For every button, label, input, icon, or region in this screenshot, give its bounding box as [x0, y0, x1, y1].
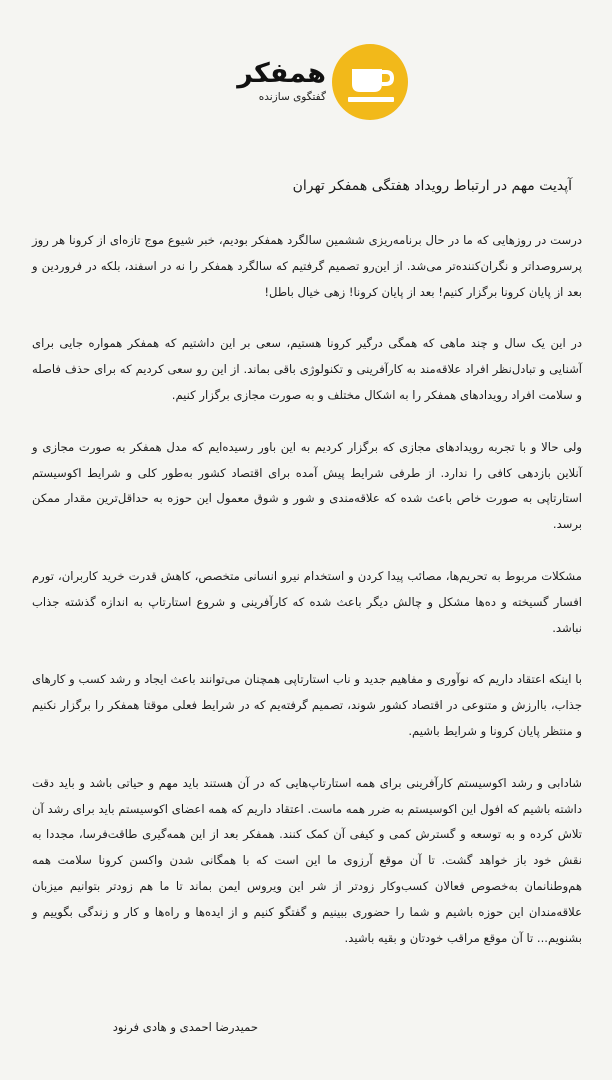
logo-text: [237, 58, 326, 104]
paragraph-3: ولی حالا و با تجربه رویدادهای مجازی که برگزار کردیم به این باور رسیده‌ایم که مدل همفکر به صورت مجازی و آنلاین بازدهی کافی را ندارد. از طرفی شرایط پیش آمده برای اقتصاد کشور به‌طور کلی و شرایط اکوسیستم استارتاپی به صورت خاص باعث شده که علاقه‌مندی و شور و شوق معمول این حوزه به حداقل‌ترین مقدار ممکن برسد.: [32, 439, 582, 532]
paragraph-4: مشکلات مربوط به تحریم‌ها، مصائب پیدا کردن و استخدام نیرو انسانی متخصص، کاهش قدرت خرید کاربران، تورم افسار گسیخته و ده‌ها مشکل و چالش دیگر باعث شده که کارآفرینی و شروع استارتاپ به اندازه گذشته جذاب نباشد.: [32, 568, 582, 635]
paragraph-6: شادابی و رشد اکوسیستم کارآفرینی برای همه استارتاپ‌هایی که در آن هستند باید مهم و حیاتی باشد و باید دقت داشته باشیم که افول این اکوسیستم به ضرر همه ماست. اعتقاد داریم که همه اعضای اکوسیستم باید برای رشد آن تلاش کرده و به توسعه و گسترش کمی و کیفی آن کمک کنند. همفکر بعد از این همه‌گیری طاقت‌فرسا، مجددا به نقش خود باز خواهد گشت. تا آن موقع آرزوی ما این است که با همگانی شدن واکسن کرونا سلامت همه هم‌وطنانمان به‌خصوص فعالان کسب‌وکار زودتر از شر این ویروس ایمن بماند تا ما هم زودتر بتوانیم میزبان علاقه‌مندان این حوزه باشیم و شما را حضوری ببینیم و گفتگو کنیم و از ایده‌ها و راه‌ها و کار و زندگی بگوییم و بشنویم... تا آن موقع مراقب خودتان و بقیه باشید.: [32, 775, 582, 945]
brand-tagline: گفتگوی سازنده: [258, 91, 326, 103]
paragraph-2: در این یک سال و چند ماهی که همگی درگیر کرونا هستیم، سعی بر این داشتیم که همفکر همواره جایی برای آشنایی و تبادل‌نظر افراد علاقه‌مند به کارآفرینی و تکنولوژی باقی بماند. از این رو سعی کردیم که برای حذف فاصله و سلامت افراد رویدادهای همفکر را به اشکال مختلف و به صورت مجازی برگزار کنیم.: [32, 336, 582, 402]
logo-badge: [332, 44, 408, 120]
coffee-cup-icon: [332, 44, 408, 120]
article-body: [32, 228, 582, 977]
brand-name: همفکر: [237, 58, 326, 89]
signature: حمیدرضا احمدی و هادی فرنود: [112, 1020, 258, 1034]
article-title: آپدیت مهم در ارتباط رویداد هفتگی همفکر تهران: [292, 178, 572, 194]
paragraph-5: با اینکه اعتقاد داریم که نوآوری و مفاهیم جدید و ناب استارتاپی همچنان می‌توانند باعث ایجاد و رشد کسب و کارهای جذاب، باارزش و متنوعی در اقتصاد کشور شوند، تصمیم گرفته‌یم که در شرایط فعلی موقتا همفکر را برگزار نکنیم و منتظر پایان کرونا و شرایط باشیم.: [32, 672, 582, 738]
hamfekr-logo: [237, 36, 410, 128]
paragraph-1: درست در روزهایی که ما در حال برنامه‌ریزی ششمین سالگرد همفکر بودیم، خبر شیوع موج تازه‌ای از کرونا هر روز پرسروصداتر و نگران‌کننده‌تر می‌شد. از این‌رو تصمیم گرفتیم که سالگرد همفکر را نه در اسفند، بلکه در فروردین و بعد از پایان کرونا برگزار کنیم! بعد از پایان کرونا! زهی خیال باطل!: [32, 233, 582, 299]
